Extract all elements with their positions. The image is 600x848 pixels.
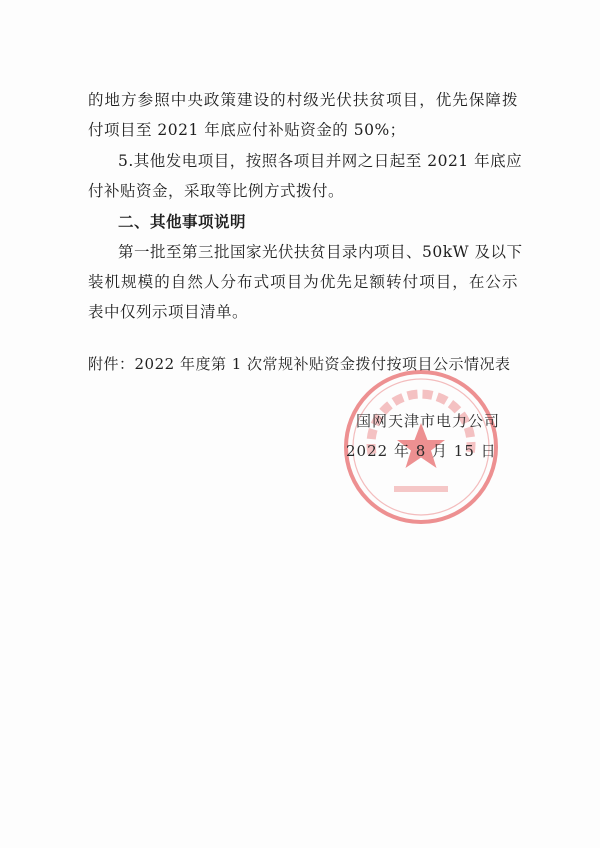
body-line-4: 付补贴资金，采取等比例方式拨付。 bbox=[88, 182, 345, 200]
body-line-3: 5.其他发电项目，按照各项目并网之日起至 2021 年底应 bbox=[118, 152, 523, 170]
body-line-1: 的地方参照中央政策建设的村级光伏扶贫项目，优先保障拨 bbox=[88, 91, 518, 109]
signature-organization: 国网天津市电力公司 bbox=[356, 412, 501, 430]
body-line-6: 装机规模的自然人分布式项目为优先足额转付项目，在公示 bbox=[88, 273, 518, 291]
attachment-line: 附件：2022 年度第 1 次常规补贴资金拨付按项目公示情况表 bbox=[88, 355, 511, 373]
signature-date: 2022 年 8 月 15 日 bbox=[346, 442, 497, 460]
body-line-5: 第一批至第三批国家光伏扶贫目录内项目、50kW 及以下 bbox=[118, 243, 523, 261]
seal-bottom-mark bbox=[394, 486, 448, 492]
section-heading: 二、其他事项说明 bbox=[118, 213, 247, 231]
body-line-2: 付项目至 2021 年底应付补贴资金的 50%； bbox=[88, 121, 406, 139]
body-line-7: 表中仅列示项目清单。 bbox=[88, 303, 249, 321]
